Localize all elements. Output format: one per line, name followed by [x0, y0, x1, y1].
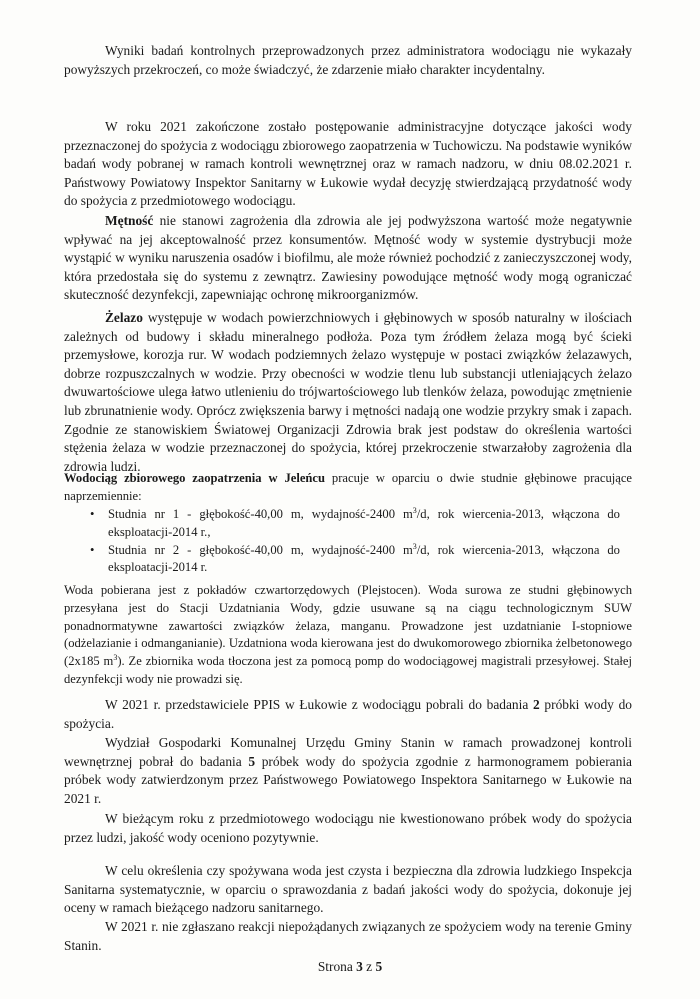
well-1-text-post: /d, rok wiercenia-2013, włączona do eksploatacji-2014 r., [108, 507, 620, 539]
jelenec-text: pracuje w oparciu o dwie studnie głębinowe pracujące naprzemiennie: [64, 471, 633, 503]
ppis-sample-count: 2 [533, 697, 540, 712]
ppis-text-post: próbki wody do spożycia. [64, 697, 632, 731]
treatment-text-post: ). Ze zbiornika woda tłoczona jest za pomocą pomp do wodociągowej magistrali przesyłowej. Stałej dezynfekcji wody nie prowadzi się. [64, 654, 633, 686]
iron-text: występuje w wodach powierzchniowych i głębinowych w sposób naturalny w ilościach zależnych od budowy i składu mineralnego podłoża. Poza tym źródłem żelaza mogą być ścieki przemysłowe, korozja rur. W wodach podziemnych żelazo występuje w postaci związków żelazawych, dobrze rozpuszczalnych w wodzie. Przy obecności w wodzie tlenu lub substancji utleniających żelazo dwuwartościowe ulega łatwo utlenieniu do trójwartościowego lub tlenków żelaza, powodując zmętnienie lub zbrunatnienie wody. Oprócz zwiększenia barwy i mętności nadają one wodzie przykry smak i zapach. Zgodnie ze stanowiskiem Światowej Organizacji Zdrowia brak jest podstaw do określenia wartości stężenia żelaza w wodzie przeznaczonej do spożycia, której przekroczenie stwarzałoby zagrożenia dla zdrowia ludzi. [64, 310, 632, 474]
paragraph-ppis-samples [64, 696, 632, 733]
paragraph-administrative-proceedings: W roku 2021 zakończone zostało postępowanie administracyjne dotyczące jakości wody przeznaczonej do spożycia z wodociągu zbiorowego zaopatrzenia w Tuchowiczu. Na podstawie wyników badań wody pobranej w ramach kontroli wewnętrznej oraz w ramach nadzoru, w dniu 08.02.2021 r. Państwowy Powiatowy Inspektor Sanitarny w Łukowie wydał decyzję stwierdzającą przydatność wody do spożycia z przedmiotowego wodociągu. [64, 119, 632, 209]
page-footer [0, 959, 700, 975]
paragraph-treatment [64, 582, 632, 689]
footer-page-total: 5 [375, 959, 383, 974]
footer-page-number: 3 [356, 959, 363, 974]
term-jelenec-waterworks: Wodociąg zbiorowego zaopatrzenia w Jeleńcu [64, 471, 326, 485]
paragraph-iron [64, 309, 632, 476]
bullet-icon: • [90, 507, 95, 521]
bullet-icon: • [90, 542, 95, 557]
well-2-text-post: /d, rok wiercenia-2013, włączona do eksploatacji-2014 r. [108, 542, 620, 575]
turbidity-text: nie stanowi zagrożenia dla zdrowia ale jej podwyższona wartość może negatywnie wpływać na jej akceptowalność przez konsumentów. Mętność wody w systemie dystrybucji może wystąpić w wyniku naruszenia osadów i biofilmu, ale może również pochodzić z zanieczyszczonej wody, która przedostała się do systemu z zewnątrz. Zawiesiny powodujące mętność wody mogą ograniczać skuteczność dezynfekcji, zapewniając ochronę mikroorganizmów. [64, 213, 632, 303]
paragraph-no-adverse-reactions: W 2021 r. nie zgłaszano reakcji niepożądanych związanych ze spożyciem wody na terenie Gminy Stanin. [64, 919, 632, 953]
paragraph-jelenec-waterworks [64, 470, 632, 506]
paragraph-internal-control [64, 734, 632, 808]
internal-control-text: Wydział Gospodarki Komunalnej Urzędu Gminy Stanin w ramach prowadzonej kontroli wewnętrznej pobrał do badania [64, 735, 632, 769]
treatment-sup: 3 [113, 653, 118, 662]
term-iron: Żelazo [105, 310, 143, 325]
internal-sample-count: 5 [248, 753, 256, 769]
well-2-text: Studnia nr 2 - głębokość-40,00 m, wydajność-2400 m [108, 542, 413, 557]
well-1-sup: 3 [412, 505, 417, 515]
well-2-sup: 3 [412, 541, 417, 551]
treatment-text: Woda pobierana jest z pokładów czwartorzędowych (Plejstocen). Woda surowa ze studni głębinowych przesyłana jest do Stacji Uzdatniania Wody, gdzie usuwane są na ciągu technologicznym SUW ponadnormatywne zawartości związków żelaza, manganu. Prowadzone jest uzdatnianie I-stopniowe (odżelazianie i odmanganianie). Uzdatniona woda kierowana jest do dwukomorowego zbiornika żelbetonowego (2x185 m [64, 583, 632, 669]
paragraph-control-results: Wyniki badań kontrolnych przeprowadzonych przez administratora wodociągu nie wykazały powyższych przekroczeń, co może świadczyć, że zdarzenie miało charakter incydentalny. [64, 43, 632, 77]
internal-control-text-post: próbek wody do spożycia zgodnie z harmonogramem pobierania próbek wody zatwierdzonym przez Państwowego Powiatowego Inspektora Sanitarnego w Łukowie na 2021 r. [64, 753, 632, 806]
term-turbidity: Mętność [105, 213, 154, 228]
paragraph-no-questioned-samples: W bieżącym roku z przedmiotowego wodociągu nie kwestionowano próbek wody do spożycia przez ludzi, jakość wody oceniono pozytywnie. [64, 811, 632, 845]
paragraph-turbidity [64, 212, 632, 305]
ppis-text: W 2021 r. przedstawiciele PPIS w Łukowie z wodociągu pobrali do badania [105, 697, 533, 712]
wells-list [90, 506, 620, 577]
footer-label: Strona [317, 959, 357, 974]
list-item [90, 542, 620, 578]
list-item [90, 506, 620, 542]
well-1-text: Studnia nr 1 - głębokość-40,00 m, wydajność-2400 m [108, 507, 413, 521]
paragraph-sanitary-inspection: W celu określenia czy spożywana woda jest czysta i bezpieczna dla zdrowia ludzkiego Inspekcja Sanitarna systematycznie, w oparciu o sprawozdania z badań jakości wody do spożycia, dokonuje jej oceny w ramach bieżącego nadzoru sanitarnego. [64, 863, 632, 916]
footer-separator: z [362, 959, 376, 974]
